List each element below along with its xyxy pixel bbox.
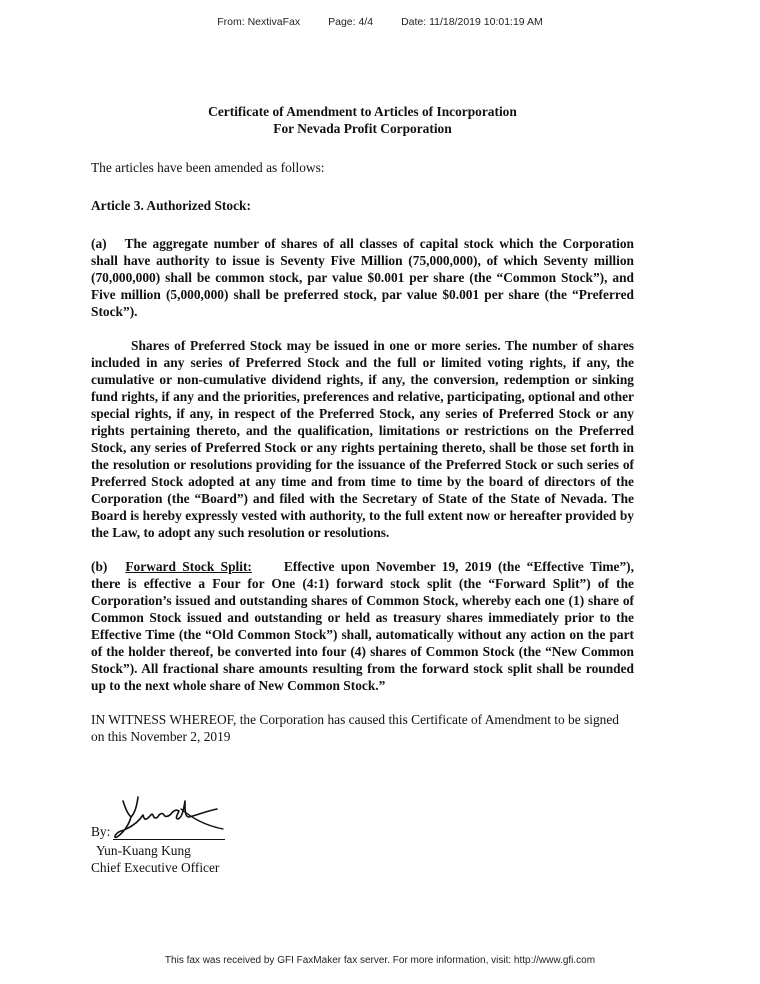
document-title: [91, 103, 634, 137]
paragraph-b-text: Effective upon November 19, 2019 (the “Effective Time”), there is effective a Four for One (4:1) forward stock split (the “Forward Split”) of the Corporation’s issued and outstanding shares of Common Stock, whereby each one (1) share of Common Stock issued and outstanding or held as treasury shares immediately prior to the Effective Time (the “Old Common Stock”) shall, automatically without any action on the part of the holder thereof, be converted into four (4) shares of Common Stock (the “New Common Stock”). All fractional share amounts resulting from the forward stock split shall be rounded up to the next whole share of New Common Stock.”: [91, 559, 634, 693]
article-title: Article 3. Authorized Stock:: [91, 198, 251, 213]
fax-date: Date: 11/18/2019 10:01:19 AM: [401, 16, 543, 28]
fax-header: [0, 16, 760, 28]
document-body: [91, 103, 634, 875]
fax-page: Page: 4/4: [328, 16, 374, 28]
paragraph-b-heading: Forward Stock Split:: [125, 559, 252, 574]
paragraph-b: [91, 558, 634, 694]
title-line-1: Certificate of Amendment to Articles of Incorporation: [208, 104, 517, 119]
paragraph-preferred-stock: Shares of Preferred Stock may be issued in one or more series. The number of shares included in any series of Preferred Stock and the full or limited voting rights, if any, the cumulative or non-cumulative dividend rights, if any, the conversion, redemption or sinking fund rights, if any and the priorities, preferences and relative, participating, optional and other special rights, if any, in respect of the Preferred Stock, any series of Preferred Stock or any rights pertaining thereto, and the qualification, limitations or restrictions on the Preferred Stock, any series of Preferred Stock or any rights pertaining thereto, shall be those set forth in the resolution or resolutions providing for the issuance of the Preferred Stock or such series of Preferred Stock adopted at any time and from time to time by the board of directors of the Corporation (the “Board”) and filed with the Secretary of State of the State of Nevada. The Board is hereby expressly vested with authority, to the full extent now or hereafter provided by the Law, to adopt any such resolution or resolutions.: [91, 338, 634, 540]
paragraph-a-label: (a): [91, 236, 107, 251]
handwritten-signature: [111, 787, 231, 843]
fax-from: From: NextivaFax: [217, 16, 301, 28]
fax-footer: This fax was received by GFI FaxMaker fax server. For more information, visit: http://www.gfi.com: [164, 955, 596, 966]
signature-by-label: By:: [91, 824, 111, 839]
paragraph-a: [91, 235, 634, 320]
signer-name: Yun-Kuang Kung: [96, 843, 191, 858]
intro-text: The articles have been amended as follows:: [91, 160, 325, 175]
paragraph-a-text: The aggregate number of shares of all classes of capital stock which the Corporation shall have authority to issue is Seventy Five Million (75,000,000), of which Seventy million (70,000,000) shall be common stock, par value $0.001 per share (the “Common Stock”), and Five million (5,000,000) shall be preferred stock, par value $0.001 per share (the “Preferred Stock”).: [91, 236, 634, 319]
signature-line: [113, 839, 225, 840]
paragraph-b-label: (b): [91, 559, 108, 574]
title-line-2: For Nevada Profit Corporation: [273, 121, 452, 136]
signer-title: Chief Executive Officer: [91, 860, 220, 875]
signature-block: [91, 795, 634, 875]
witness-statement: IN WITNESS WHEREOF, the Corporation has caused this Certificate of Amendment to be signed on this November 2, 2019: [91, 712, 620, 744]
